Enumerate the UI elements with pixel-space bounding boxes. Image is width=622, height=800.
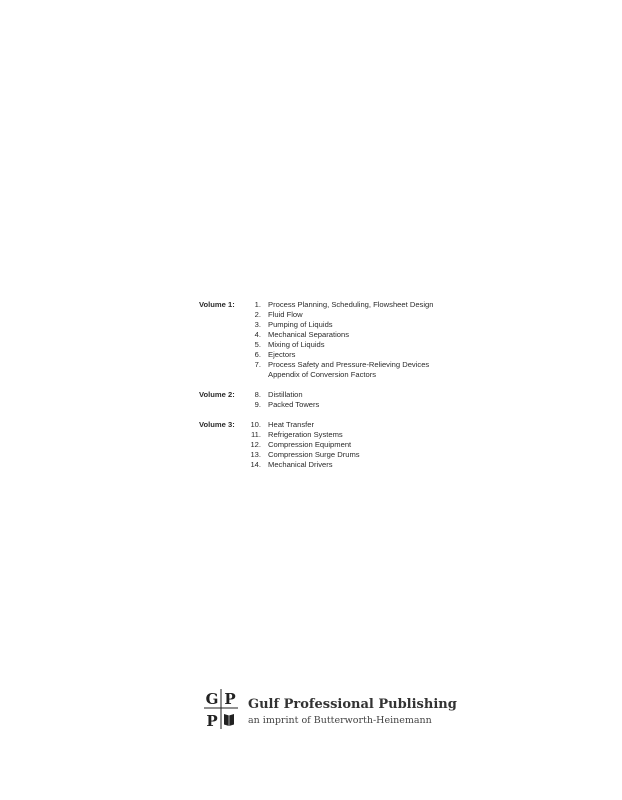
chapter-row xyxy=(199,370,499,380)
chapter-title: Refrigeration Systems xyxy=(268,430,343,439)
chapter-row xyxy=(199,360,499,370)
chapter-title: Mechanical Separations xyxy=(268,330,350,339)
chapter-row xyxy=(199,320,499,330)
volume-group xyxy=(199,420,499,470)
chapter-row xyxy=(199,440,499,450)
chapter-row xyxy=(199,340,499,350)
chapter-number: 8. xyxy=(254,390,261,399)
chapter-number: 2. xyxy=(254,310,261,319)
publisher-imprint: an imprint of Butterworth-Heinemann xyxy=(248,715,432,726)
chapter-title: Process Safety and Pressure-Relieving Devices xyxy=(268,360,430,369)
chapter-number: 10. xyxy=(250,420,261,429)
volume-group xyxy=(199,390,499,410)
chapter-number: 13. xyxy=(250,450,261,459)
chapter-row xyxy=(199,350,499,360)
chapter-number: 11. xyxy=(251,430,261,439)
chapter-number: 1. xyxy=(254,300,261,309)
gpp-logo xyxy=(203,688,239,730)
chapter-number: 3. xyxy=(254,320,261,329)
volume-label: Volume 1: xyxy=(199,300,235,309)
chapter-title: Compression Equipment xyxy=(268,440,352,449)
volume-group xyxy=(199,300,499,380)
chapter-title: Distillation xyxy=(268,390,303,399)
chapter-row xyxy=(199,400,499,410)
chapter-number: 9. xyxy=(254,400,261,409)
chapter-row xyxy=(199,420,499,430)
logo-letter-p-top: P xyxy=(224,690,236,708)
chapter-title: Process Planning, Scheduling, Flowsheet Design xyxy=(268,300,434,309)
logo-letter-g: G xyxy=(205,690,219,708)
chapter-title: Ejectors xyxy=(268,350,296,359)
chapter-number: 5. xyxy=(254,340,261,349)
volume-label: Volume 3: xyxy=(199,420,235,429)
publisher-name: Gulf Professional Publishing xyxy=(248,697,457,712)
chapter-title: Mechanical Drivers xyxy=(268,460,333,469)
chapter-title: Pumping of Liquids xyxy=(268,320,333,329)
chapter-number: 4. xyxy=(254,330,261,339)
chapter-title: Packed Towers xyxy=(268,400,320,409)
chapter-title: Fluid Flow xyxy=(268,310,303,319)
chapter-title: Mixing of Liquids xyxy=(268,340,325,349)
chapter-row xyxy=(199,310,499,320)
chapter-number: 6. xyxy=(254,350,261,359)
open-book-icon xyxy=(224,714,234,726)
logo-letter-p-bottom: P xyxy=(206,712,218,730)
volume-contents-list xyxy=(199,300,499,480)
chapter-number: 7. xyxy=(254,360,261,369)
chapter-row xyxy=(199,460,499,470)
volume-label: Volume 2: xyxy=(199,390,235,399)
chapter-title: Appendix of Conversion Factors xyxy=(268,370,377,379)
chapter-row xyxy=(199,330,499,340)
chapter-row xyxy=(199,300,499,310)
chapter-row xyxy=(199,430,499,440)
chapter-number: 14. xyxy=(250,460,261,469)
chapter-row xyxy=(199,450,499,460)
chapter-title: Compression Surge Drums xyxy=(268,450,360,459)
chapter-row xyxy=(199,390,499,400)
chapter-title: Heat Transfer xyxy=(268,420,315,429)
publisher-footer xyxy=(203,688,463,730)
chapter-number: 12. xyxy=(250,440,261,449)
